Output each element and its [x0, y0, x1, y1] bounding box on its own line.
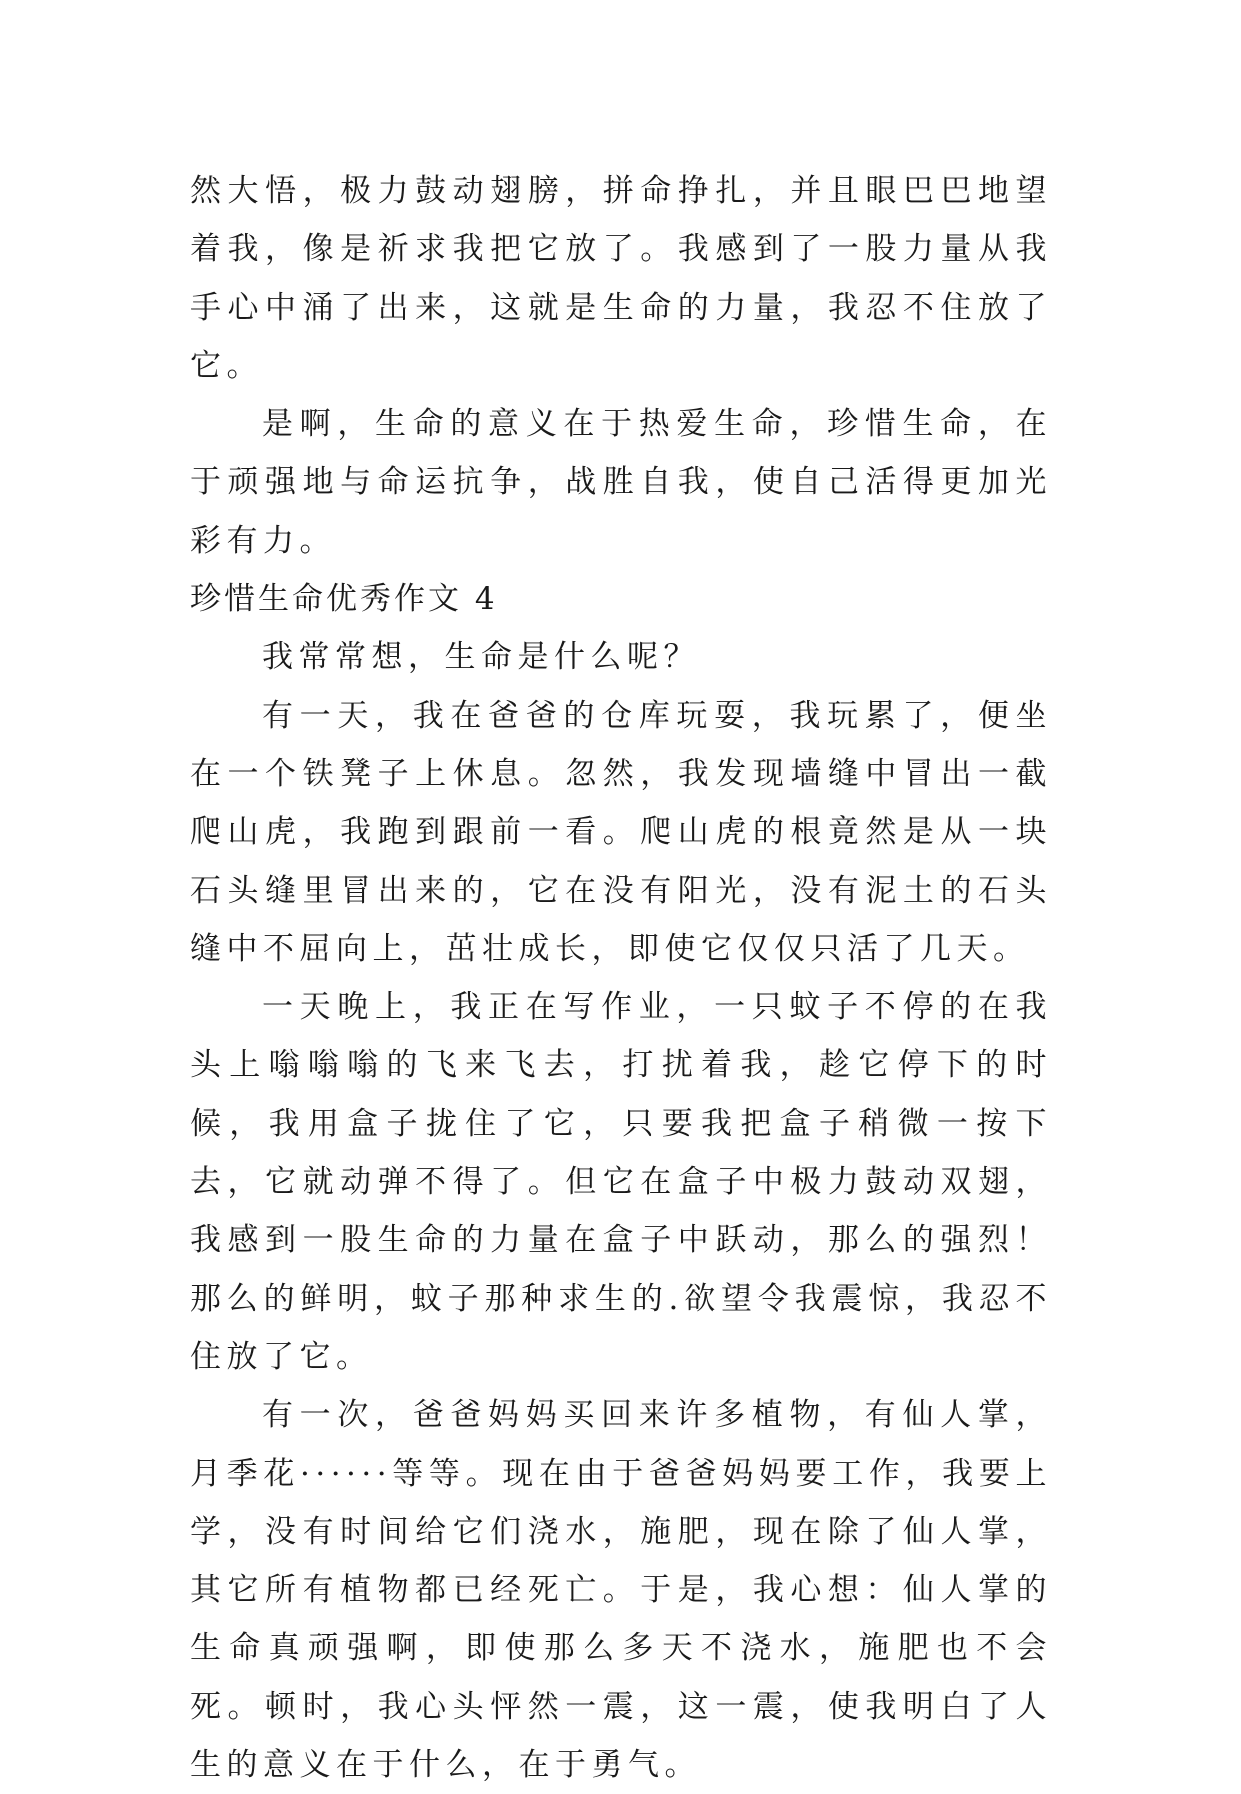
- essay-heading: 珍惜生命优秀作文 4: [190, 581, 498, 618]
- paragraph-continuation: 然大悟，极力鼓动翅膀，拼命挣扎，并且眼巴巴地望着我，像是祈求我把它放了。我感到了一股力量从我手心中涌了出来，这就是生命的力量，我忍不住放了它。: [190, 173, 1052, 384]
- paragraph-conclusion: 是啊，生命的意义在于热爱生命，珍惜生命，在于顽强地与命运抗争，战胜自我，使自己活得更加光彩有力。: [190, 406, 1052, 559]
- paragraph-question: 我常常想，生命是什么呢？: [262, 639, 700, 676]
- paragraph-cactus: 有一次，爸爸妈妈买回来许多植物，有仙人掌，月季花······等等。现在由于爸爸妈妈要工作，我要上学，没有时间给它们浇水，施肥，现在除了仙人掌，其它所有植物都已经死亡。于是，我心想：仙人掌的生命真顽强啊，即使那么多天不浇水，施肥也不会死。顿时，我心头怦然一震，这一震，使我明白了人生的意义在于什么，在于勇气。: [190, 1397, 1052, 1784]
- paragraph-mosquito: 一天晚上，我正在写作业，一只蚊子不停的在我头上嗡嗡嗡的飞来飞去，打扰着我，趁它停下的时候，我用盒子拢住了它，只要我把盒子稍微一按下去，它就动弹不得了。但它在盒子中极力鼓动双翅，我感到一股生命的力量在盒子中跃动，那么的强烈！那么的鲜明，蚊子那种求生的.欲望令我震惊，我忍不住放了它。: [190, 989, 1052, 1375]
- paragraph-ivy: 有一天，我在爸爸的仓库玩耍，我玩累了，便坐在一个铁凳子上休息。忽然，我发现墙缝中冒出一截爬山虎，我跑到跟前一看。爬山虎的根竟然是从一块石头缝里冒出来的，它在没有阳光，没有泥土的石头缝中不屈向上，茁壮成长，即使它仅仅只活了几天。: [190, 697, 1052, 967]
- document-body: [190, 162, 1052, 1794]
